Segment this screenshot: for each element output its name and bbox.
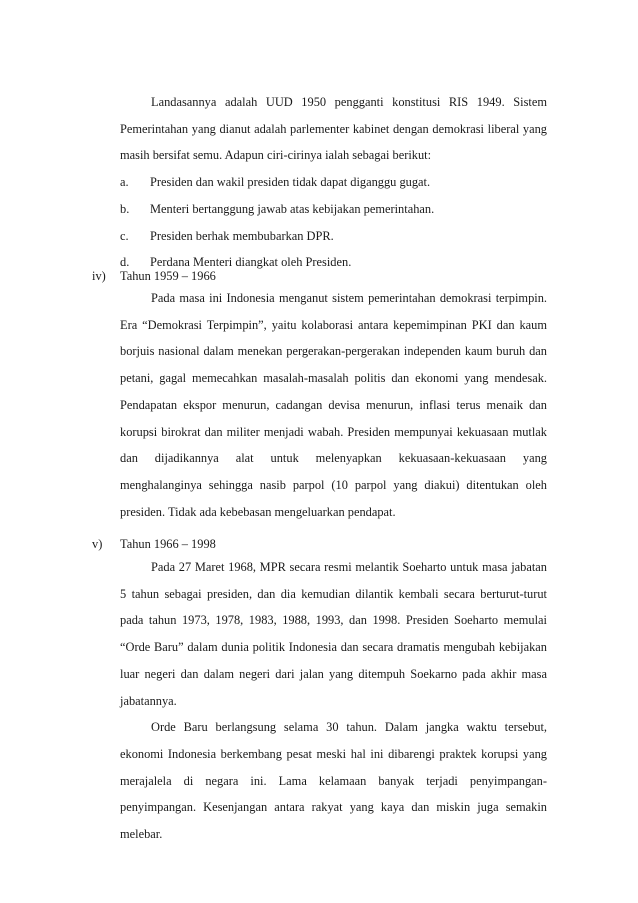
section-v-paragraph-1: Pada 27 Maret 1968, MPR secara resmi melantik Soeharto untuk masa jabatan 5 tahun sebagai presiden, dan dia kemudian dilantik kembali secara berturut-turut pada tahun 1973, 1978, 1983, 1988, 1993, dan 1998. Presiden Soeharto memulai “Orde Baru” dalam dunia politik Indonesia dan secara dramatis mengubah kebijakan luar negeri dan dalam negeri dari jalan yang ditempuh Soekarno pada akhir masa jabatannya. [120, 560, 547, 708]
list-item [120, 169, 547, 196]
intro-block [120, 89, 547, 276]
section-iv-block [120, 285, 547, 525]
list-item-text: Menteri bertanggung jawab atas kebijakan pemerintahan. [150, 201, 435, 216]
section-v-block [120, 554, 547, 848]
section-number-iv: iv) [92, 269, 106, 283]
list-marker: c. [120, 228, 129, 243]
section-iv-paragraph: Pada masa ini Indonesia menganut sistem pemerintahan demokrasi terpimpin. Era “Demokrasi Terpimpin”, yaitu kolaborasi antara kepemimpinan PKI dan kaum borjuis nasional dalam menekan pergerakan-pergerakan independen kaum buruh dan petani, gagal memecahkan masalah-masalah politis dan ekonomi yang mendesak. Pendapatan ekspor menurun, cadangan devisa menurun, inflasi terus menaik dan korupsi birokrat dan militer menjadi wabah. Presiden mempunyai kekuasaan mutlak dan dijadikannya alat untuk melenyapkan kekuasaan-kekuasaan yang menghalanginya sehingga nasib parpol (10 parpol yang diakui) ditentukan oleh presiden. Tidak ada kebebasan mengeluarkan pendapat. [120, 291, 547, 519]
list-item [120, 196, 547, 223]
list-marker: a. [120, 175, 129, 190]
section-title-iv: Tahun 1959 – 1966 [120, 269, 216, 283]
section-title-v: Tahun 1966 – 1998 [120, 537, 216, 551]
features-list [120, 169, 547, 276]
list-item-text: Perdana Menteri diangkat oleh Presiden. [150, 255, 352, 270]
list-item [120, 223, 547, 250]
intro-paragraph: Landasannya adalah UUD 1950 pengganti konstitusi RIS 1949. Sistem Pemerintahan yang dianut adalah parlementer kabinet dengan demokrasi liberal yang masih bersifat semu. Adapun ciri-cirinya ialah sebagai berikut: [120, 95, 547, 163]
list-marker: b. [120, 201, 130, 216]
section-number-v: v) [92, 537, 103, 551]
section-v-paragraph-2: Orde Baru berlangsung selama 30 tahun. Dalam jangka waktu tersebut, ekonomi Indonesia berkembang pesat meski hal ini dibarengi praktek korupsi yang merajalela di negara ini. Lama kelamaan banyak terjadi penyimpangan-penyimpangan. Kesenjangan antara rakyat yang kaya dan miskin juga semakin melebar. [120, 720, 547, 842]
list-marker: d. [120, 255, 130, 270]
list-item-text: Presiden dan wakil presiden tidak dapat diganggu gugat. [150, 175, 431, 190]
list-item-text: Presiden berhak membubarkan DPR. [150, 228, 334, 243]
